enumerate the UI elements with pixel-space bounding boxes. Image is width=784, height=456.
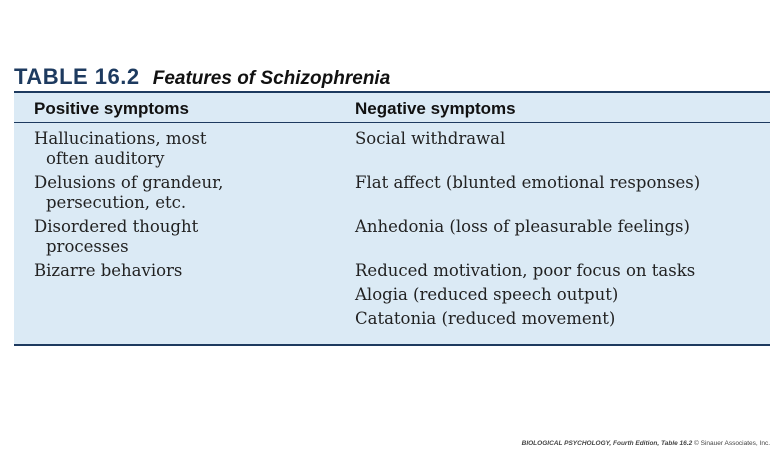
cell-line: Hallucinations, most — [34, 129, 207, 148]
table-cell: Flat affect (blunted emotional responses) — [355, 173, 701, 192]
table-cell: Anhedonia (loss of pleasurable feelings) — [355, 217, 690, 236]
cell-line-continued: processes — [46, 237, 129, 256]
cell-line-continued: often auditory — [46, 149, 165, 168]
footer-copyright: © Sinauer Associates, Inc. — [694, 440, 770, 447]
table-row — [34, 129, 207, 169]
table-row — [34, 217, 198, 257]
table-row — [34, 261, 182, 281]
header-rule — [14, 122, 770, 123]
table-cell: Social withdrawal — [355, 129, 506, 148]
table-cell: Alogia (reduced speech output) — [355, 285, 619, 304]
table-cell: Catatonia (reduced movement) — [355, 309, 616, 328]
cell-line-continued: persecution, etc. — [46, 193, 187, 212]
cell-line: Delusions of grandeur, — [34, 173, 224, 192]
table-title — [14, 64, 390, 90]
footer-book: BIOLOGICAL PSYCHOLOGY, Fourth Edition, Table 16.2 — [521, 440, 693, 447]
cell-line: Bizarre behaviors — [34, 261, 183, 280]
table-caption: Features of Schizophrenia — [152, 68, 391, 89]
table-row — [34, 173, 223, 213]
cell-line: Disordered thought — [34, 217, 199, 236]
symptoms-table — [14, 93, 770, 346]
header-positive: Positive symptoms — [34, 99, 189, 118]
header-negative: Negative symptoms — [355, 99, 516, 118]
source-footer — [522, 440, 770, 447]
table-number: TABLE 16.2 — [14, 64, 140, 89]
table-cell: Reduced motivation, poor focus on tasks — [355, 261, 696, 280]
